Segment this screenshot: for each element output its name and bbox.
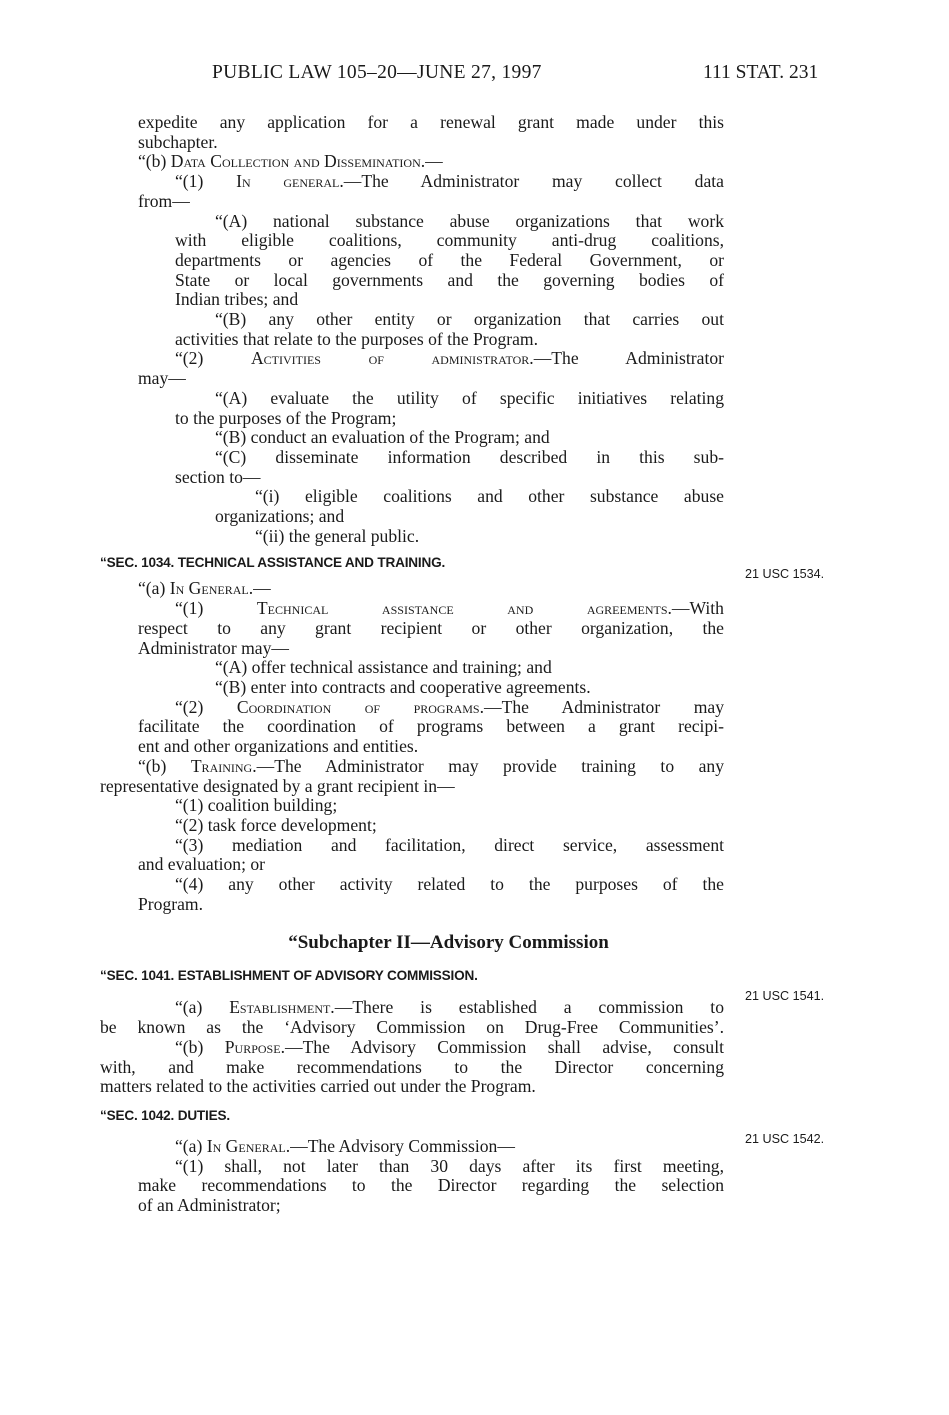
text-line: “(i) eligible coalitions and other substance abuse (255, 486, 724, 507)
text-line: be known as the ‘Advisory Commission on Drug-Free Communities’. (100, 1017, 724, 1038)
section-heading-1034: “SEC. 1034. TECHNICAL ASSISTANCE AND TRAINING. (100, 555, 446, 571)
text-line: to the purposes of the Program; (175, 407, 397, 428)
paragraph-heading: “(2) Activities of administrator.—The Administrator (175, 348, 724, 369)
text-line: may— (138, 368, 186, 389)
subsection-heading: “(b) Data Collection and Dissemination.— (138, 151, 443, 172)
text-line: Program. (138, 893, 203, 914)
text-line: “(A) national substance abuse organizations that work (215, 210, 724, 231)
text-line: representative designated by a grant recipient in— (100, 775, 455, 796)
subsection-heading: “(a) In General.—The Advisory Commission— (175, 1135, 515, 1156)
text-line: “(C) disseminate information described in this sub- (215, 446, 724, 467)
text-line: with, and make recommendations to the Director concerning (100, 1056, 724, 1077)
subsection-heading: “(b) Training.—The Administrator may provide training to any (138, 755, 724, 776)
subsection-heading: “(a) Establishment.—There is established a commission to (175, 997, 724, 1018)
text-line: “(2) task force development; (175, 814, 377, 835)
text-line: “(A) offer technical assistance and training; and (215, 657, 552, 678)
statute-page-number: 111 STAT. 231 (703, 62, 819, 83)
text-line: departments or agencies of the Federal Government, or (175, 249, 724, 270)
text-line: expedite any application for a renewal grant made under this (138, 112, 724, 132)
document-body (0, 113, 949, 1216)
text-line: “(B) conduct an evaluation of the Program; and (215, 427, 550, 448)
text-line: “(3) mediation and facilitation, direct service, assessment (175, 834, 724, 855)
text-line: section to— (175, 466, 261, 487)
section-heading-1042: “SEC. 1042. DUTIES. (100, 1107, 230, 1123)
margin-citation-1542: 21 USC 1542. (745, 1132, 825, 1146)
paragraph-heading: “(1) In general.—The Administrator may collect data (175, 171, 724, 192)
text-line: Administrator may— (138, 637, 289, 658)
margin-citation-1541: 21 USC 1541. (745, 989, 825, 1003)
text-line: with eligible coalitions, community anti-drug coalitions, (175, 230, 724, 251)
text-line: “(4) any other activity related to the purposes of the (175, 874, 724, 895)
text-line: and evaluation; or (138, 854, 266, 875)
subsection-heading: “(a) In General.— (138, 578, 271, 599)
subchapter-heading: “Subchapter II—Advisory Commission (288, 932, 609, 954)
text-line: organizations; and (215, 506, 345, 527)
text-line: “(1) coalition building; (175, 795, 338, 816)
text-line: of an Administrator; (138, 1195, 281, 1216)
text-line: “(B) enter into contracts and cooperative agreements. (215, 676, 591, 697)
running-head-title: PUBLIC LAW 105–20—JUNE 27, 1997 (212, 62, 542, 83)
section-heading-1041: “SEC. 1041. ESTABLISHMENT OF ADVISORY COMMISSION. (100, 968, 478, 984)
paragraph-heading: “(1) Technical assistance and agreements.—With (175, 598, 724, 619)
text-line: “(B) any other entity or organization that carries out (215, 309, 724, 330)
text-line: activities that relate to the purposes of the Program. (175, 328, 539, 349)
text-line: “(ii) the general public. (255, 525, 420, 546)
text-line: facilitate the coordination of programs between a grant recipi- (138, 716, 724, 737)
text-line: “(A) evaluate the utility of specific initiatives relating (215, 387, 724, 408)
subsection-heading: “(b) Purpose.—The Advisory Commission shall advise, consult (175, 1036, 724, 1057)
paragraph-heading: “(2) Coordination of programs.—The Administrator may (175, 696, 724, 717)
text-line: ent and other organizations and entities. (138, 736, 419, 757)
text-line: subchapter. (138, 131, 218, 152)
text-line: “(1) shall, not later than 30 days after its first meeting, (175, 1155, 724, 1176)
text-line: respect to any grant recipient or other organization, the (138, 617, 724, 638)
page-header (0, 62, 949, 92)
text-line: matters related to the activities carried out under the Program. (100, 1076, 536, 1097)
text-line: make recommendations to the Director regarding the selection (138, 1175, 724, 1196)
margin-citation-1534: 21 USC 1534. (745, 567, 825, 581)
text-line: from— (138, 190, 190, 211)
text-line: Indian tribes; and (175, 289, 299, 310)
text-line: State or local governments and the governing bodies of (175, 269, 724, 290)
